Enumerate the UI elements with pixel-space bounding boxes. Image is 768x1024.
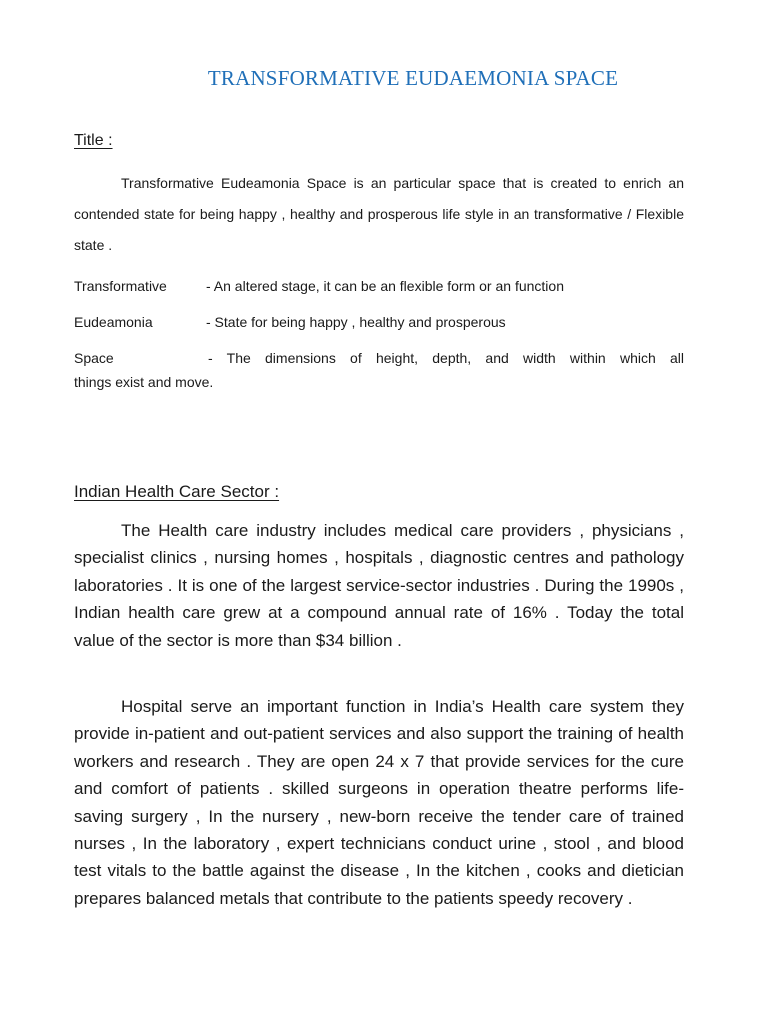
definition-continuation: things exist and move.: [74, 374, 214, 390]
document-title: TRANSFORMATIVE EUDAEMONIA SPACE: [207, 66, 619, 90]
health-paragraph-hospitals: Hospital serve an important function in India’s Health care system they provide in-patient and out-patient services and also support the training of health workers and research . They are open 24 x 7 that provide services for the cure and comfort of patients . skilled surgeons in operation theatre performs life-saving surgery , In the nursery , new-born receive the tender care of trained nurses , In the laboratory , expert technicians conduct urine , stool , and blood test vitals to the battle against the disease , In the kitchen , cooks and dietician prepares balanced metals that contribute to the patients speedy recovery .: [74, 697, 684, 908]
title-section-heading: Title :: [74, 132, 113, 149]
definition-term: Eudeamonia: [74, 314, 153, 330]
health-paragraph-industry: The Health care industry includes medical care providers , physicians , specialist clinics , nursing homes , hospitals , diagnostic centres and pathology laboratories . It is one of the largest service-sector industries . During the 1990s , Indian health care grew at a compound annual rate of 16% . Today the total value of the sector is more than $34 billion .: [74, 521, 684, 650]
definition-description: - An altered stage, it can be an flexible form or an function: [206, 278, 564, 294]
definition-row-space: [74, 346, 684, 396]
definition-term: Space: [74, 350, 114, 366]
definition-term: Transformative: [74, 278, 167, 294]
definition-description: - State for being happy , healthy and prosperous: [206, 314, 506, 330]
title-intro-paragraph: Transformative Eudeamonia Space is an particular space that is created to enrich an contended state for being happy , healthy and prosperous life style in an transformative / Flexible state .: [74, 175, 684, 253]
definition-description: - The dimensions of height, depth, and width within which all: [208, 350, 684, 366]
health-section-heading: Indian Health Care Sector :: [74, 482, 280, 501]
